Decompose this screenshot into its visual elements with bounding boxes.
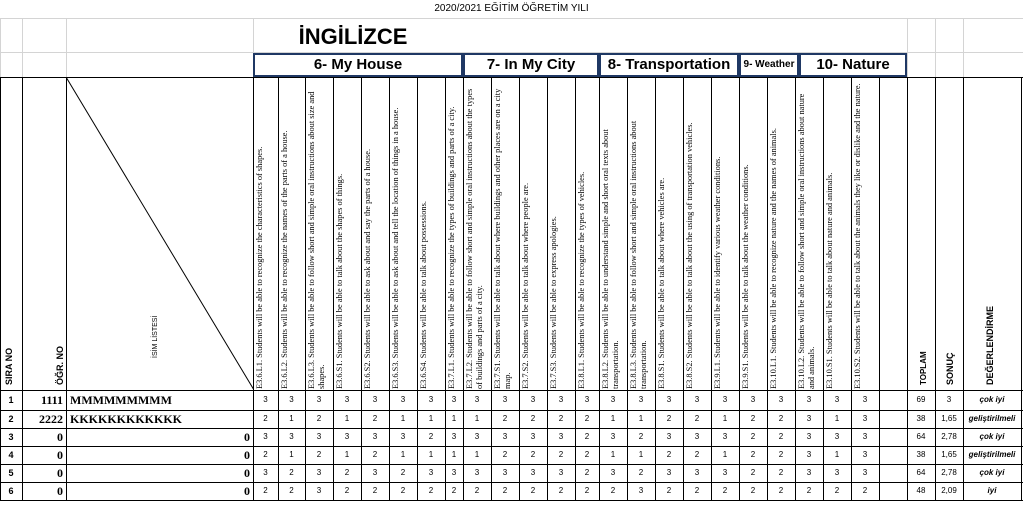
objective-23: E3.10.S2. Students will be able to talk about the animals they like or dislike and the nature. — [853, 83, 862, 389]
score-cell: 2 — [263, 486, 268, 495]
score-cell: 3 — [722, 395, 728, 404]
row-sira: 2 — [8, 414, 14, 424]
grid-line — [0, 18, 1023, 19]
score-cell: 3 — [289, 395, 294, 404]
objective-12: E3.7.S3. Students will be able to express apologies. — [549, 216, 558, 389]
score-cell: 3 — [722, 432, 728, 441]
score-cell: 2 — [428, 432, 434, 441]
score-cell: 3 — [530, 432, 536, 441]
row-sonuc: 3 — [946, 395, 952, 404]
score-cell: 3 — [428, 468, 434, 477]
score-cell: 3 — [451, 432, 457, 441]
subject-title: İNGİLİZCE — [298, 24, 408, 49]
objective-5: E3.6.S2. Students will be able to ask about and say the parts of a house. — [363, 148, 372, 389]
degerlendirme-header: DEĞERLENDİRME — [985, 305, 995, 385]
score-cell: 1 — [428, 450, 434, 459]
objective-13: E3.8.L1. Students will be able to recognize the types of vehicles. — [577, 171, 586, 389]
score-cell: 2 — [344, 468, 350, 477]
objective-22: E3.10.S1. Students will be able to talk about nature and animals. — [825, 172, 834, 389]
row-toplam: 38 — [916, 450, 926, 459]
objective-6: E3.6.S3. Students will be able to ask about and tell the location of things in a house. — [391, 107, 400, 389]
score-cell: 2 — [778, 450, 784, 459]
row-sira: 5 — [8, 468, 14, 478]
row-sonuc: 1,65 — [941, 414, 957, 423]
score-cell: 2 — [451, 486, 457, 495]
objective-9: E3.7.L2. Students will be able to follow short and simple oral instructions about the types of buildings and parts of a city. — [465, 88, 484, 389]
score-cell: 3 — [558, 395, 564, 404]
score-cell: 3 — [862, 450, 868, 459]
score-cell: 2 — [372, 414, 378, 423]
score-cell: 2 — [722, 486, 728, 495]
objective-15: E3.8.L3. Students will be able to follow short and simple oral instructions about transportation. — [629, 120, 648, 389]
score-cell: 3 — [263, 432, 268, 441]
score-cell: 1 — [289, 450, 294, 459]
score-cell: 3 — [530, 395, 536, 404]
score-cell: 3 — [344, 395, 350, 404]
score-cell: 3 — [862, 468, 868, 477]
score-cell: 3 — [694, 395, 700, 404]
score-cell: 2 — [862, 486, 868, 495]
score-cell: 2 — [778, 468, 784, 477]
objective-7: E3.6.S4. Students will be able to talk about possessions. — [419, 201, 428, 389]
row-name: 0 — [244, 448, 250, 462]
unit-header-10: 10- Nature — [799, 53, 907, 77]
row-degerlendirme: geliştirilmeli — [968, 450, 1016, 459]
score-cell: 2 — [750, 432, 756, 441]
sonuc-header: SONUÇ — [945, 352, 955, 385]
score-cell: 1 — [610, 450, 616, 459]
objective-21: E3.10.L2. Students will be able to follow short and simple oral instructions about nature and animals. — [797, 93, 816, 389]
objective-10: E3.7.S1. Students will be able to talk about where buildings and other places are on a city map. — [493, 88, 512, 389]
row-toplam: 69 — [916, 395, 926, 404]
score-cell: 2 — [502, 486, 508, 495]
unit-header-6: 6- My House — [253, 53, 463, 77]
objective-20: E3.10.L1. Students will be able to recognize nature and the names of animals. — [769, 128, 778, 389]
score-cell: 2 — [750, 486, 756, 495]
row-degerlendirme: çok iyi — [979, 432, 1005, 441]
score-cell: 3 — [502, 468, 508, 477]
row-degerlendirme: geliştirilmeli — [968, 414, 1016, 423]
score-cell: 2 — [263, 414, 268, 423]
grid-line — [907, 18, 908, 77]
score-cell: 2 — [694, 414, 700, 423]
score-cell: 2 — [400, 486, 406, 495]
grid-line — [1021, 77, 1022, 500]
score-cell: 2 — [666, 486, 672, 495]
score-cell: 3 — [694, 468, 700, 477]
sira-no-header: SIRA NO — [4, 347, 14, 385]
score-cell: 3 — [372, 468, 378, 477]
row-name: KKKKKKKKKKKK — [70, 412, 183, 426]
score-cell: 2 — [750, 450, 756, 459]
objective-17: E3.8.S2. Students will be able to talk about the using of transportation vehicles. — [685, 122, 694, 389]
row-degerlendirme: çok iyi — [979, 468, 1005, 477]
score-cell: 1 — [289, 414, 294, 423]
score-cell: 3 — [862, 432, 868, 441]
grid-line — [935, 18, 936, 77]
score-cell: 2 — [584, 432, 590, 441]
score-cell: 3 — [451, 395, 457, 404]
score-cell: 3 — [316, 468, 322, 477]
score-cell: 2 — [610, 486, 616, 495]
row-name: 0 — [244, 484, 250, 498]
score-cell: 2 — [502, 450, 508, 459]
score-cell: 1 — [474, 450, 480, 459]
score-cell: 3 — [806, 468, 812, 477]
score-cell: 2 — [289, 468, 294, 477]
grid-line — [879, 77, 880, 500]
row-sira: 6 — [8, 486, 14, 496]
score-cell: 2 — [316, 450, 322, 459]
score-cell: 3 — [806, 432, 812, 441]
row-degerlendirme: iyi — [987, 486, 997, 495]
grid-line — [0, 18, 1, 77]
diagonal-divider — [66, 77, 254, 390]
score-cell: 2 — [694, 486, 700, 495]
score-cell: 1 — [834, 450, 840, 459]
score-cell: 3 — [451, 468, 457, 477]
grid-line — [66, 18, 67, 77]
row-name: MMMMMMMMM — [70, 393, 172, 407]
score-cell: 3 — [558, 432, 564, 441]
score-cell: 3 — [666, 432, 672, 441]
row-toplam: 48 — [916, 486, 926, 495]
score-cell: 1 — [638, 414, 644, 423]
score-cell: 1 — [451, 414, 457, 423]
score-cell: 3 — [694, 432, 700, 441]
objective-4: E3.6.S1. Students will be able to talk about the shapes of things. — [335, 173, 344, 389]
score-cell: 1 — [610, 414, 616, 423]
objective-3: E3.6.L3. Students will be able to follow short and simple oral instructions about size and shapes. — [307, 91, 326, 389]
row-toplam: 64 — [916, 468, 926, 477]
score-cell: 3 — [558, 468, 564, 477]
score-cell: 2 — [372, 486, 378, 495]
toplam-header: TOPLAM — [919, 351, 928, 385]
isim-listesi-header: İSİM LİSTESİ — [152, 315, 159, 358]
score-cell: 3 — [316, 395, 322, 404]
row-name: 0 — [244, 466, 250, 480]
score-cell: 2 — [584, 486, 590, 495]
row-ogr-no: 2222 — [39, 412, 63, 426]
score-cell: 3 — [400, 432, 406, 441]
score-cell: 3 — [502, 395, 508, 404]
objective-18: E3.9.L1. Students will be able to identify various weather conditions. — [713, 156, 722, 389]
row-sira: 3 — [8, 432, 14, 442]
score-cell: 3 — [806, 450, 812, 459]
grid-line — [963, 18, 964, 77]
score-cell: 2 — [694, 450, 700, 459]
score-cell: 3 — [344, 432, 350, 441]
score-cell: 1 — [400, 414, 406, 423]
score-cell: 2 — [638, 432, 644, 441]
row-ogr-no: 0 — [57, 484, 63, 498]
row-sonuc: 2,78 — [941, 432, 957, 441]
score-cell: 2 — [778, 414, 784, 423]
unit-header-8: 8- Transportation — [599, 53, 739, 77]
score-cell: 3 — [400, 395, 406, 404]
score-cell: 2 — [834, 486, 840, 495]
row-sira: 4 — [8, 450, 14, 460]
score-cell: 3 — [372, 395, 378, 404]
row-ogr-no: 0 — [57, 448, 63, 462]
score-cell: 3 — [289, 432, 294, 441]
score-cell: 1 — [638, 450, 644, 459]
ogr-no-header: ÖĞR. NO — [55, 345, 65, 385]
score-cell: 2 — [584, 450, 590, 459]
score-cell: 1 — [400, 450, 406, 459]
score-cell: 3 — [750, 395, 756, 404]
score-cell: 3 — [316, 432, 322, 441]
score-cell: 3 — [530, 468, 536, 477]
score-cell: 3 — [806, 395, 812, 404]
score-cell: 3 — [474, 395, 480, 404]
score-cell: 2 — [289, 486, 294, 495]
score-cell: 2 — [666, 414, 672, 423]
objective-11: E3.7.S2. Students will be able to talk about where people are. — [521, 182, 530, 389]
score-cell: 3 — [428, 395, 434, 404]
score-cell: 3 — [862, 395, 868, 404]
score-cell: 3 — [610, 468, 616, 477]
score-cell: 2 — [530, 414, 536, 423]
score-cell: 3 — [502, 432, 508, 441]
row-sonuc: 2,09 — [941, 486, 957, 495]
score-cell: 1 — [344, 414, 350, 423]
score-cell: 3 — [834, 395, 840, 404]
score-cell: 2 — [263, 450, 268, 459]
score-cell: 2 — [584, 468, 590, 477]
score-cell: 2 — [502, 414, 508, 423]
score-cell: 3 — [806, 414, 812, 423]
score-cell: 1 — [451, 450, 457, 459]
objective-2: E3.6.L2. Students will be able to recognize the names of the parts of a house. — [280, 130, 289, 389]
score-cell: 2 — [558, 450, 564, 459]
score-cell: 3 — [638, 486, 644, 495]
score-cell: 2 — [778, 486, 784, 495]
grid-line — [22, 18, 23, 77]
score-cell: 3 — [834, 432, 840, 441]
score-cell: 3 — [834, 468, 840, 477]
row-ogr-no: 0 — [57, 430, 63, 444]
score-cell: 2 — [778, 432, 784, 441]
score-cell: 2 — [400, 468, 406, 477]
year-title: 2020/2021 EĞİTİM ÖĞRETİM YILI — [434, 3, 589, 14]
score-cell: 2 — [530, 450, 536, 459]
objective-14: E3.8.L2. Students will be able to understand simple and short oral texts about transportation. — [601, 129, 620, 389]
row-sira: 1 — [8, 395, 14, 405]
score-cell: 3 — [474, 432, 480, 441]
grid-line — [0, 500, 1023, 501]
objective-19: E3.9.S1. Students will be able to talk about the weather conditions. — [741, 164, 750, 389]
score-cell: 3 — [778, 395, 784, 404]
score-cell: 3 — [316, 486, 322, 495]
score-cell: 3 — [666, 468, 672, 477]
row-degerlendirme: çok iyi — [979, 395, 1005, 404]
score-cell: 3 — [584, 395, 590, 404]
score-cell: 2 — [584, 414, 590, 423]
score-cell: 2 — [474, 486, 480, 495]
row-toplam: 38 — [916, 414, 926, 423]
score-cell: 2 — [530, 486, 536, 495]
row-name: 0 — [244, 430, 250, 444]
score-cell: 3 — [638, 395, 644, 404]
score-cell: 3 — [666, 395, 672, 404]
score-cell: 2 — [666, 450, 672, 459]
objective-8: E3.7.L1. Students will be able to recognize the types of buildings and parts of a city. — [447, 106, 456, 389]
row-sonuc: 2,78 — [941, 468, 957, 477]
score-cell: 3 — [722, 468, 728, 477]
score-cell: 3 — [862, 414, 868, 423]
score-cell: 2 — [750, 468, 756, 477]
score-cell: 2 — [428, 486, 434, 495]
row-toplam: 64 — [916, 432, 926, 441]
score-cell: 1 — [428, 414, 434, 423]
score-cell: 2 — [806, 486, 812, 495]
score-cell: 1 — [474, 414, 480, 423]
score-cell: 3 — [263, 395, 268, 404]
score-cell: 2 — [344, 486, 350, 495]
unit-header-7: 7- In My City — [463, 53, 599, 77]
score-cell: 2 — [638, 468, 644, 477]
score-cell: 2 — [750, 414, 756, 423]
score-cell: 2 — [316, 414, 322, 423]
score-cell: 3 — [474, 468, 480, 477]
score-cell: 1 — [834, 414, 840, 423]
score-cell: 3 — [263, 468, 268, 477]
score-cell: 1 — [344, 450, 350, 459]
unit-header-9: 9- Weather — [739, 53, 799, 77]
objective-16: E3.8.S1. Students will be able to talk about where vehicles are. — [657, 177, 666, 389]
score-cell: 3 — [372, 432, 378, 441]
score-cell: 2 — [558, 414, 564, 423]
score-cell: 2 — [558, 486, 564, 495]
row-sonuc: 1,65 — [941, 450, 957, 459]
row-ogr-no: 0 — [57, 466, 63, 480]
score-cell: 3 — [610, 432, 616, 441]
score-cell: 2 — [372, 450, 378, 459]
row-ogr-no: 1111 — [40, 393, 63, 407]
objective-1: E3.6.L1. Students will be able to recognize the characteristics of shapes. — [255, 146, 264, 389]
score-cell: 1 — [722, 450, 728, 459]
score-cell: 1 — [722, 414, 728, 423]
score-cell: 3 — [610, 395, 616, 404]
